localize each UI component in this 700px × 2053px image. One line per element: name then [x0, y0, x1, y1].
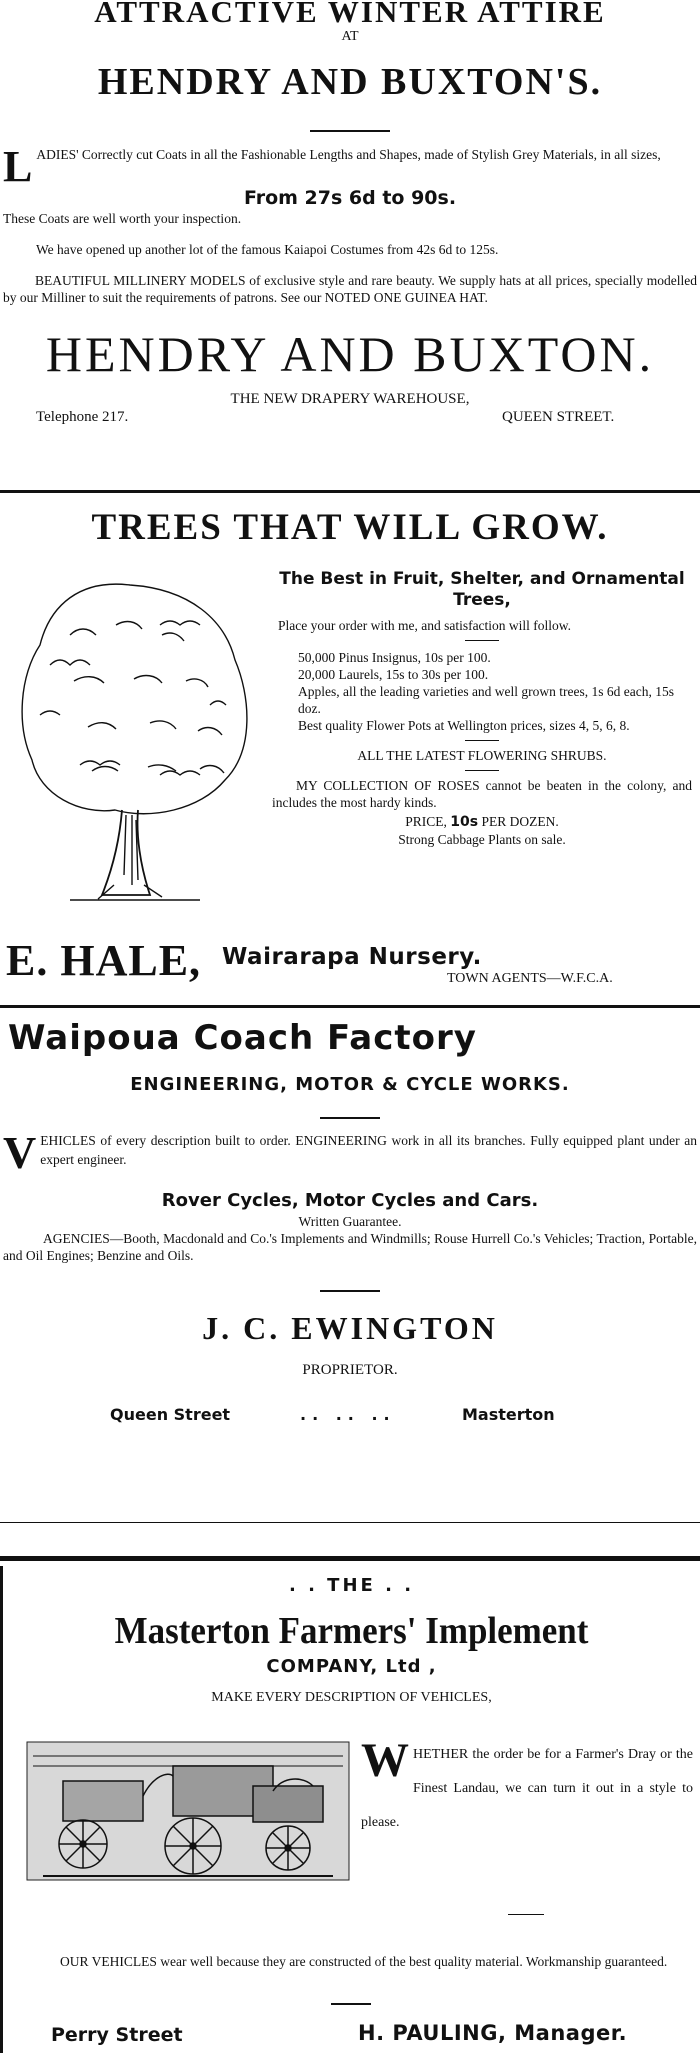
- address-dots: .. .. ..: [300, 1405, 396, 1424]
- trees-headline: TREES THAT WILL GROW.: [91, 507, 609, 548]
- written-guarantee: Written Guarantee.: [298, 1214, 402, 1229]
- whether-text: HETHER the order be for a Farmer's Dray or the Finest Landau, we can turn it out in a style to please.: [361, 1747, 693, 1830]
- tree-illustration: [10, 565, 260, 910]
- roses-collection: [272, 777, 692, 811]
- divider: [508, 1914, 544, 1915]
- section-divider: [0, 490, 700, 493]
- the-label: . . THE . .: [288, 1575, 415, 1596]
- nursery-details: [272, 569, 692, 848]
- roses-text: MY COLLECTION OF ROSES cannot be beaten in the colony, and includes the most hardy kinds.: [272, 778, 692, 810]
- contact-line: [0, 409, 700, 429]
- telephone: Telephone 217.: [36, 409, 129, 425]
- vehicles-text: EHICLES of every description built to order. ENGINEERING work in all its branches. Fully equipped plant under an expert engineer.: [40, 1133, 697, 1167]
- coats-paragraph: [0, 142, 700, 191]
- kaiapoi-costumes: We have opened up another lot of the famous Kaiapoi Costumes from 42s 6d to 125s.: [36, 242, 499, 257]
- roses-price: [272, 813, 692, 831]
- hale-nursery-ad: [0, 505, 700, 995]
- rover-cycles: Rover Cycles, Motor Cycles and Cars.: [161, 1190, 539, 1211]
- drop-cap: V: [3, 1127, 37, 1178]
- vehicles-wear-well: OUR VEHICLES wear well because they are constructed of the best quality material. Workmanship guaranteed.: [60, 1954, 668, 1969]
- town-agents: TOWN AGENTS—W.F.C.A.: [447, 971, 613, 986]
- coats-text: ADIES' Correctly cut Coats in all the Fashionable Lengths and Shapes, made of Stylish Grey Materials, in all sizes,: [36, 147, 661, 162]
- cabbage-plants: Strong Cabbage Plants on sale.: [398, 832, 566, 847]
- queen-street: QUEEN STREET.: [502, 409, 615, 425]
- laurels-item: 20,000 Laurels, 15s to 30s per 100.: [298, 667, 489, 682]
- wairarapa-nursery: Wairarapa Nursery.: [222, 944, 482, 970]
- vehicles-illustration: [23, 1736, 353, 1886]
- perry-street: Perry Street: [51, 2024, 183, 2046]
- nursery-subhead: The Best in Fruit, Shelter, and Ornamental Trees,: [279, 569, 685, 610]
- implement-name: Masterton Farmers' Implement: [114, 1610, 589, 1652]
- vehicles-paragraph: [0, 1127, 700, 1178]
- apples-item: Apples, all the leading varieties and well grown trees, 1s 6d each, 15s doz.: [298, 684, 675, 716]
- coats-inspection: These Coats are well worth your inspection.: [3, 211, 242, 226]
- whether-paragraph: [361, 1734, 693, 1840]
- address-line: [0, 1405, 700, 1429]
- hendry-buxton-name: HENDRY AND BUXTON.: [45, 326, 655, 382]
- coats-price: From 27s 6d to 90s.: [243, 187, 457, 209]
- hendry-buxton-ad: [0, 0, 700, 429]
- make-vehicles: MAKE EVERY DESCRIPTION OF VEHICLES,: [211, 1690, 492, 1705]
- divider: [320, 1117, 380, 1119]
- divider: [331, 2003, 371, 2005]
- divider: [465, 740, 499, 741]
- price-label: PRICE,: [405, 814, 447, 829]
- divider: [465, 770, 499, 771]
- pauling-manager: H. PAULING, Manager.: [358, 2021, 628, 2045]
- agencies: AGENCIES—Booth, Macdonald and Co.'s Implements and Windmills; Rouse Hurrell Co.'s Vehicles; Traction, Portable, and Oil Engines; Benzine and Oils.: [3, 1231, 697, 1263]
- divider: [465, 640, 499, 641]
- pinus-item: 50,000 Pinus Insignus, 10s per 100.: [298, 650, 491, 665]
- drop-cap: L: [3, 142, 33, 191]
- divider: [310, 130, 390, 132]
- millinery-paragraph: BEAUTIFUL MILLINERY MODELS of exclusive style and rare beauty. We supply hats at all prices, specially modelled by our Milliner to suit the requirements of patrons. See our NOTED ONE GUINEA HAT.: [3, 273, 697, 305]
- queen-street: Queen Street: [110, 1405, 231, 1424]
- flower-pots-item: Best quality Flower Pots at Wellington prices, sizes 4, 5, 6, 8.: [298, 718, 630, 733]
- price-unit: PER DOZEN.: [481, 814, 559, 829]
- store-name: HENDRY AND BUXTON'S.: [97, 61, 603, 103]
- masterton-town: Masterton: [462, 1405, 555, 1424]
- coach-factory-headline: Waipoua Coach Factory: [8, 1018, 477, 1058]
- engineering-subhead: ENGINEERING, MOTOR & CYCLE WORKS.: [130, 1074, 570, 1095]
- section-divider: [0, 1005, 700, 1008]
- winter-attire-headline: ATTRACTIVE WINTER ATTIRE: [94, 0, 606, 29]
- flowering-shrubs: ALL THE LATEST FLOWERING SHRUBS.: [357, 748, 607, 763]
- price-list: [272, 649, 692, 734]
- section-divider: [0, 1556, 700, 1561]
- drop-cap: W: [361, 1734, 409, 1787]
- at-label: AT: [341, 29, 359, 44]
- section-divider: [0, 1522, 700, 1523]
- company-label: COMPANY, Ltd ,: [266, 1656, 437, 1677]
- drapery-warehouse: THE NEW DRAPERY WAREHOUSE,: [230, 391, 470, 407]
- price-value: 10s: [450, 814, 479, 830]
- proprietor-label: PROPRIETOR.: [302, 1362, 398, 1378]
- ewington-name: J. C. EWINGTON: [202, 1310, 498, 1346]
- waipoua-coach-ad: [0, 1015, 700, 1495]
- hale-name: E. HALE,: [6, 936, 202, 985]
- masterton-implement-ad: [0, 1566, 700, 2053]
- order-intro: Place your order with me, and satisfaction will follow.: [278, 618, 572, 633]
- divider: [320, 1290, 380, 1292]
